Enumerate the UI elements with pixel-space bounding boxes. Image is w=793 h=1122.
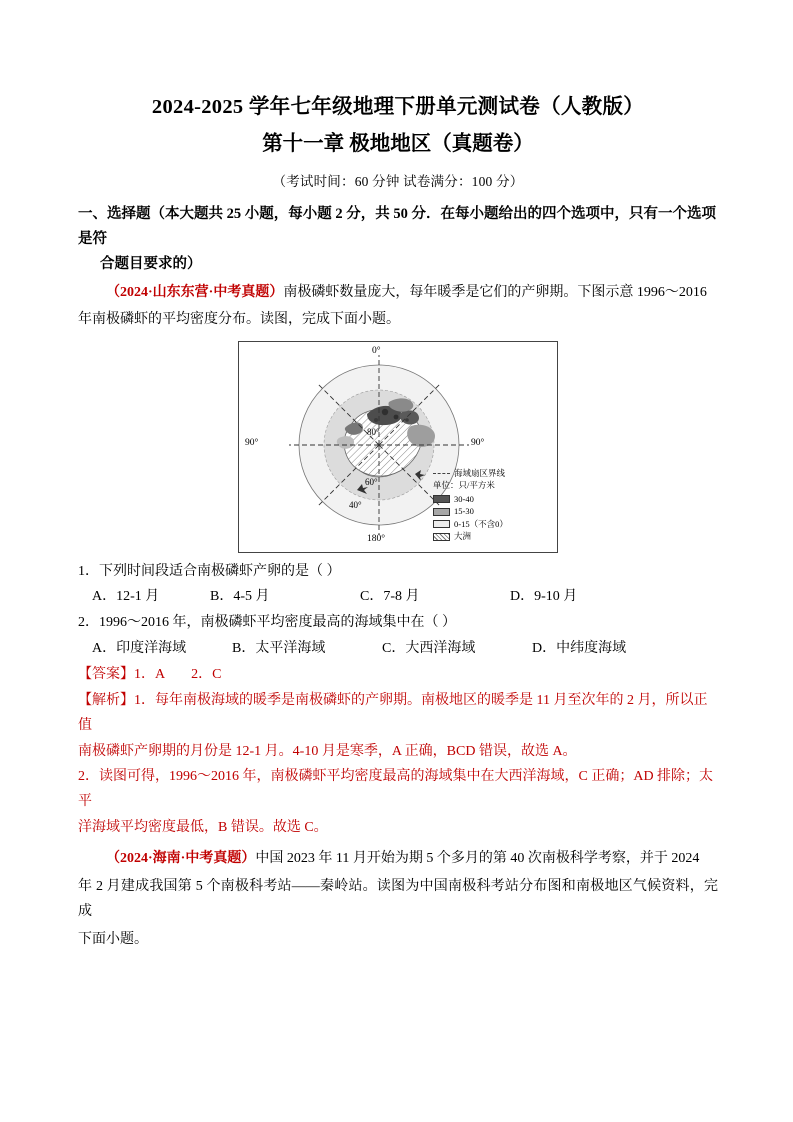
analysis-line-3: 2．读图可得，1996～2016 年，南极磷虾平均密度最高的海域集中在大西洋海域，C 正确；AD 排除；太平 — [78, 769, 714, 810]
passage-2-line1: 中国 2023 年 11 月开始为期 5 个多月的第 40 次南极科学考察，并于 2024 — [255, 851, 700, 867]
analysis-line-2: 南极磷虾产卵期的月份是 12-1 月。4-10 月是寒季，A 正确，BCD 错误，故选 A。 — [78, 743, 577, 759]
passage-1-source: （2024·山东东营·中考真题） — [106, 284, 284, 300]
svg-text:40°: 40° — [349, 499, 362, 510]
legend-item-1 — [433, 506, 551, 517]
map-label-90east: 90° — [471, 437, 485, 448]
question-1-option-a[interactable]: A．12-1 月 — [92, 589, 160, 605]
question-1-number: 1． — [78, 563, 99, 579]
svg-text:80°: 80° — [367, 426, 380, 437]
analysis-line-1 — [78, 688, 718, 739]
legend-boundary — [433, 468, 551, 479]
question-1-option-b[interactable]: B．4-5 月 — [210, 589, 270, 605]
map-label-0deg: 0° — [372, 345, 381, 356]
analysis-text-1: 1．每年南极海域的暖季是南极磷虾的产卵期。南极地区的暖季是 11 月至次年的 2 月，所以正值 — [78, 692, 708, 734]
question-1-stem — [78, 559, 718, 585]
svg-text:60°: 60° — [365, 476, 378, 487]
question-2-option-c[interactable]: C．大西洋海域 — [382, 641, 476, 657]
question-2-option-d[interactable]: D．中纬度海域 — [532, 641, 627, 657]
question-2-option-b[interactable]: B．太平洋海域 — [232, 641, 326, 657]
analysis-line-4: 洋海域平均密度最低，B 错误。故选 C。 — [78, 819, 328, 835]
passage-2 — [78, 846, 718, 871]
section-heading — [78, 202, 718, 278]
dashed-line-icon — [433, 473, 450, 474]
question-1-option-d[interactable]: D．9-10 月 — [510, 589, 578, 605]
legend-label-3: 大洲 — [454, 531, 472, 542]
answer-item-1: 1．A — [134, 667, 166, 683]
question-1-text: 下列时间段适合南极磷虾产卵的是（ ） — [99, 563, 341, 579]
legend-boundary-label: 海域扇区界线 — [454, 467, 506, 478]
figure-wrapper — [78, 341, 718, 553]
passage-2-line2: 年 2 月建成我国第 5 个南极科考站——秦岭站。读图为中国南极科考站分布图和南极地区气候资料，完成 — [78, 878, 718, 920]
passage-1 — [78, 280, 718, 305]
page-title: 2024-2025 学年七年级地理下册单元测试卷（人教版） — [151, 96, 645, 118]
question-2-options — [78, 636, 718, 662]
map-label-90west: 90° — [245, 437, 259, 448]
section-heading-line1: 一、选择题（本大题共 25 小题，每小题 2 分，共 50 分．在每小题给出的四个选项中，只有一个选项是符 — [78, 205, 716, 247]
legend-item-3 — [433, 531, 551, 542]
section-heading-line2: 合题目要求的） — [100, 256, 202, 273]
legend-swatch-light-icon — [433, 520, 450, 528]
question-2-number: 2． — [78, 615, 99, 631]
question-2-text: 1996～2016 年，南极磷虾平均密度最高的海域集中在（ ） — [99, 615, 456, 631]
question-1-option-c[interactable]: C．7-8 月 — [360, 589, 420, 605]
legend-swatch-mid-icon — [433, 508, 450, 516]
passage-1-text-line1: 南极磷虾数量庞大，每年暖季是它们的产卵期。下图示意 1996～2016 — [283, 284, 707, 300]
legend-label-2: 0-15（不含0） — [454, 518, 508, 529]
document-body — [78, 92, 718, 954]
legend-item-0 — [433, 494, 551, 505]
legend-swatch-dark-icon — [433, 495, 450, 503]
question-1-options — [78, 584, 718, 610]
legend-swatch-hatch-icon — [433, 533, 450, 541]
question-2-option-a[interactable]: A．印度洋海域 — [92, 641, 187, 657]
exam-info: （考试时间：60 分钟 试卷满分：100 分） — [272, 173, 524, 189]
answer-label: 【答案】 — [78, 667, 134, 683]
page-subtitle: 第十一章 极地地区（真题卷） — [262, 132, 534, 155]
passage-2-source: （2024·海南·中考真题） — [106, 851, 256, 867]
legend-label-1: 15-30 — [454, 506, 474, 517]
map-legend — [433, 468, 551, 544]
question-2-stem — [78, 610, 718, 636]
legend-unit: 单位：只/平方米 — [433, 480, 495, 491]
passage-2-line3: 下面小题。 — [78, 931, 148, 947]
map-label-180deg: 180° — [367, 533, 386, 544]
antarctic-krill-density-map — [238, 341, 558, 553]
legend-label-0: 30-40 — [454, 493, 474, 504]
analysis-label: 【解析】 — [78, 692, 134, 708]
passage-1-text-line2: 年南极磷虾的平均密度分布。读图，完成下面小题。 — [78, 312, 400, 328]
answer-item-2: 2．C — [191, 667, 222, 683]
answer-block — [78, 662, 718, 687]
legend-item-2 — [433, 519, 551, 530]
